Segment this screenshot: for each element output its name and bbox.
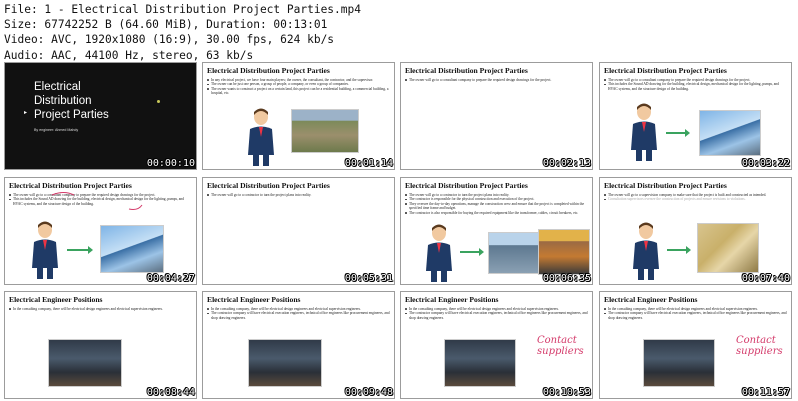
timestamp: 00:06:35 <box>542 273 591 284</box>
media-info <box>4 2 424 63</box>
thumbnail-slide[interactable] <box>599 291 792 399</box>
building-photo <box>699 110 761 156</box>
slide-title: Electrical Engineer Positions <box>207 295 301 304</box>
pointer-dot <box>157 100 160 103</box>
engineer-workstation-photo <box>48 339 122 387</box>
bullet-text: The contractor company will have electrical execution engineers, technical office engineers like procurement engineers, and shop drawing engineers. <box>405 311 588 320</box>
thumbnail-slide[interactable] <box>202 62 395 170</box>
timestamp: 00:09:48 <box>344 387 393 398</box>
workers-photo <box>538 229 590 275</box>
slide-bullets <box>604 78 787 91</box>
slide-bullets <box>604 193 787 202</box>
businessman-illustration <box>629 221 663 281</box>
supervisor-photo <box>697 223 759 273</box>
slide-title: Electrical Distribution Project Parties <box>9 181 132 190</box>
cover-title-line: Electrical <box>34 81 81 93</box>
timestamp: 00:11:57 <box>741 387 790 398</box>
note-line: Contact <box>537 335 577 346</box>
businessman-illustration <box>28 220 62 280</box>
bullet-text: The contractor company will have electrical execution engineers, technical office engineers like procurement engineers, and shop drawing engineers. <box>207 311 390 320</box>
businessman-illustration <box>422 223 456 283</box>
bullet-text: The owner can be just one person, a group of people, a company, or even a group of companies. <box>207 82 390 86</box>
slide-title: Electrical Distribution Project Parties <box>207 181 330 190</box>
bullet-text: The contractor is responsible for the physical construction and execution of the project. <box>405 197 588 201</box>
bullet-text: They oversee the day-to-day operations, manage the construction crew and ensure that the project is completed within the specified time frame and budget. <box>405 202 588 211</box>
arrow-right-icon <box>666 132 686 134</box>
slide-title: Electrical Distribution Project Parties <box>604 66 727 75</box>
bullet-text: The contractor company will have electrical execution engineers, technical office engineers like procurement engineers, and shop drawing engineers. <box>604 311 787 320</box>
slide-bullets <box>207 193 390 197</box>
cover-byline: By engineer: Ahmed Mahdy <box>34 128 79 132</box>
bullet-text: In the consulting company, there will be electrical design engineers and electrical supervision engineers. <box>405 307 588 311</box>
slide-bullets <box>405 78 588 82</box>
businessman-illustration <box>244 107 278 167</box>
handwritten-note <box>736 335 783 357</box>
bullet-text: The owner will go to a contractor to turn the project plans into reality. <box>207 193 390 197</box>
bullet-text: In the consulting company, there will be electrical design engineers and electrical supervision engineers. <box>207 307 390 311</box>
file-name-line: File: 1 - Electrical Distribution Project Parties.mp4 <box>4 3 361 16</box>
bullet-text: The owner will go to a consultant company to prepare the required design drawings for the project. <box>405 78 588 82</box>
slide-bullets <box>9 307 192 311</box>
bullet-text: The contractor is also responsible for buying the required equipment like the transformer, cables, circuit breakers, etc. <box>405 211 588 215</box>
bullet-text: In the consulting company, there will be electrical design engineers and electrical supervision engineers. <box>604 307 787 311</box>
slide-title: Electrical Distribution Project Parties <box>405 181 528 190</box>
slide-bullets <box>405 307 588 320</box>
bullet-text: The owner wants to construct a project on a certain land, this project can be a residential building, a commercial building, a hospital, etc. <box>207 87 390 96</box>
slide-bullets <box>405 193 588 215</box>
thumbnail-grid <box>0 62 798 401</box>
engineer-workstation-photo <box>643 339 715 387</box>
play-triangle-icon: ▸ <box>24 110 28 116</box>
bullet-text: The owner will go to a consultant company to prepare the required design drawings for the project. <box>9 193 192 197</box>
thumbnail-cover[interactable] <box>4 62 197 170</box>
thumbnail-slide[interactable] <box>599 177 792 285</box>
timestamp: 00:01:14 <box>344 158 393 169</box>
construction-photo <box>488 232 540 274</box>
audio-info-line: Audio: AAC, 44100 Hz, stereo, 63 kb/s <box>4 48 254 62</box>
timestamp: 00:03:22 <box>741 158 790 169</box>
size-duration-line: Size: 67742252 B (64.60 MiB), Duration: 00:13:01 <box>4 18 328 32</box>
pen-annotation <box>34 189 154 219</box>
timestamp: 00:02:13 <box>542 158 591 169</box>
timestamp: 00:07:40 <box>741 273 790 284</box>
thumbnail-slide[interactable] <box>4 291 197 399</box>
timestamp: 00:05:31 <box>344 273 393 284</box>
businessman-illustration <box>627 102 661 162</box>
cover-title-line: Project Parties <box>34 109 109 121</box>
thumbnail-slide[interactable] <box>202 177 395 285</box>
arrow-right-icon <box>667 249 687 251</box>
slide-title: Electrical Distribution Project Parties <box>405 66 528 75</box>
arrow-right-icon <box>67 249 89 251</box>
slide-title: Electrical Engineer Positions <box>604 295 698 304</box>
timestamp: 00:00:10 <box>146 158 195 169</box>
bullet-text: This includes the Sound AD drawing for the building, electrical design, mechanical design for the lighting, pumps, and HVAC systems, and the structure design of the building. <box>9 197 192 206</box>
handwritten-note <box>537 335 584 357</box>
bullet-text: In the consulting company, there will be electrical design engineers and electrical supervision engineers. <box>9 307 192 311</box>
note-line: suppliers <box>537 346 584 357</box>
note-line: suppliers <box>736 346 783 357</box>
land-photo <box>291 109 359 153</box>
bullet-text: The owner will go to a consultant company to prepare the required design drawings for the project. <box>604 78 787 82</box>
slide-bullets <box>207 78 390 96</box>
bullet-text: Consultation supervisors oversee the construction of projects and ensure revisions to violations. <box>604 197 787 201</box>
slide-title: Electrical Engineer Positions <box>9 295 103 304</box>
bullet-text: The owner will go to a contractor to turn the project plans into reality. <box>405 193 588 197</box>
timestamp: 00:08:44 <box>146 387 195 398</box>
thumbnail-slide[interactable] <box>202 291 395 399</box>
thumbnail-slide[interactable] <box>4 177 197 285</box>
timestamp: 00:04:27 <box>146 273 195 284</box>
cover-title <box>34 80 109 122</box>
bullet-text: The owner will go to a supervision company to make sure that the project is built and constructed as intended. <box>604 193 787 197</box>
arrow-right-icon <box>460 251 480 253</box>
slide-bullets <box>207 307 390 320</box>
building-photo <box>100 225 164 273</box>
slide-title: Electrical Distribution Project Parties <box>604 181 727 190</box>
bullet-text: This includes the Sound AD drawing for the building, electrical design, mechanical design for the lighting, pumps, and HVAC systems, and the structure design of the building. <box>604 82 787 91</box>
cover-title-line: Distribution <box>34 95 92 107</box>
thumbnail-slide[interactable] <box>599 62 792 170</box>
thumbnail-slide[interactable] <box>400 177 593 285</box>
bullet-text: In any electrical project, we have four main players; the owner, the consultant, the contractor, and the supervisor. <box>207 78 390 82</box>
thumbnail-slide[interactable] <box>400 291 593 399</box>
slide-title: Electrical Engineer Positions <box>405 295 499 304</box>
engineer-workstation-photo <box>444 339 516 387</box>
thumbnail-slide[interactable] <box>400 62 593 170</box>
note-line: Contact <box>736 335 776 346</box>
timestamp: 00:10:53 <box>542 387 591 398</box>
video-info-line: Video: AVC, 1920x1080 (16:9), 30.00 fps, 624 kb/s <box>4 33 335 47</box>
engineer-workstation-photo <box>248 339 322 387</box>
slide-bullets <box>604 307 787 320</box>
slide-title: Electrical Distribution Project Parties <box>207 66 330 75</box>
